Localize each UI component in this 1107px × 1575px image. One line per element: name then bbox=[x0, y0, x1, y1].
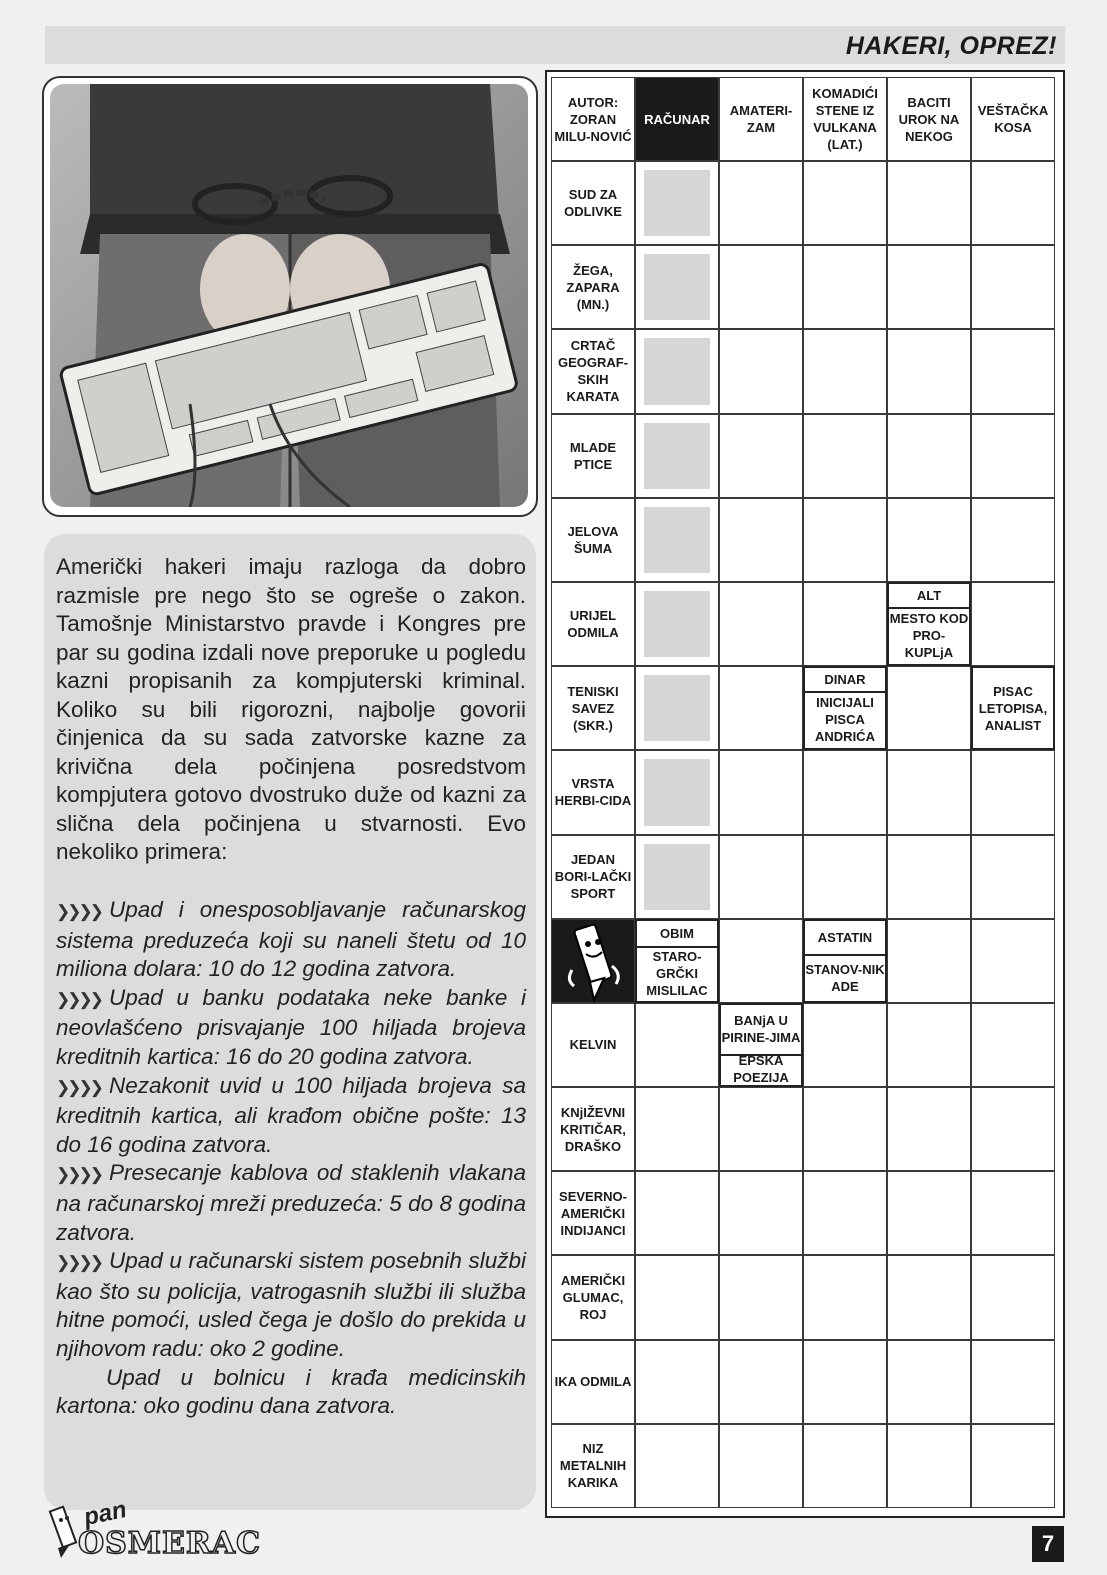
answer-cell[interactable] bbox=[887, 329, 971, 413]
row-clue: ŽEGA, ZAPARA (MN.) bbox=[551, 245, 635, 329]
answer-cell[interactable] bbox=[887, 161, 971, 245]
answer-cell[interactable] bbox=[887, 1340, 971, 1424]
article-intro: Američki hakeri imaju razloga da dobro razmisle pre nego što se ogreše o zakon. Tamošnje Ministarstvo pravde i Kongres pre par su godina izdali nove preporuke u pogledu kazni propisanih za kompjuterski kriminal. Koliko su bili rigorozni, najbolje govorii činjenica da su sada zatvorske kazne za krivična dela počinjena posredstvom kompjutera gotovo dvostruko duže od kazni za slična dela počinjena u stvarnosti. Evo nekoliko primera: bbox=[56, 554, 526, 864]
row-clue: KNjIŽEVNI KRITIČAR, DRAŠKO bbox=[551, 1087, 635, 1171]
shaded-square bbox=[644, 507, 710, 573]
answer-cell[interactable] bbox=[803, 161, 887, 245]
answer-cell[interactable] bbox=[887, 245, 971, 329]
answer-cell[interactable] bbox=[887, 1171, 971, 1255]
answer-cell[interactable] bbox=[803, 835, 887, 919]
page-title: HAKERI, OPREZ! bbox=[845, 32, 1057, 60]
illustration-frame bbox=[42, 76, 538, 517]
answer-cell[interactable] bbox=[635, 1003, 719, 1087]
answer-cell[interactable] bbox=[803, 245, 887, 329]
answer-cell[interactable] bbox=[635, 1087, 719, 1171]
answer-cell[interactable] bbox=[887, 498, 971, 582]
answer-cell[interactable] bbox=[719, 582, 803, 666]
example-item: ❯❯❯❯ Upad u banku podataka neke banke i neovlašćeno prisvajanje 100 hiljada brojeva kreditnih kartica: 16 do 20 godina zatvora. bbox=[56, 984, 526, 1069]
clue-komadici: KOMADIĆI STENE IZ VULKANA (LAT.) bbox=[803, 77, 887, 161]
answer-cell[interactable] bbox=[719, 1424, 803, 1508]
clue-alt-mesto bbox=[887, 582, 971, 666]
answer-cell[interactable] bbox=[635, 329, 719, 413]
answer-cell[interactable] bbox=[635, 161, 719, 245]
row-clue: MLADE PTICE bbox=[551, 414, 635, 498]
answer-cell[interactable] bbox=[887, 666, 971, 750]
answer-cell[interactable] bbox=[635, 835, 719, 919]
example-item: ❯❯❯❯ Presecanje kablova od staklenih vlakana na računarskoj mreži preduzeća: 5 do 8 godina zatvora. bbox=[56, 1160, 526, 1245]
clue-obim-starogrcki bbox=[635, 919, 719, 1003]
answer-cell[interactable] bbox=[635, 1340, 719, 1424]
answer-cell[interactable] bbox=[719, 414, 803, 498]
row-clue: URIJEL ODMILA bbox=[551, 582, 635, 666]
answer-cell[interactable] bbox=[803, 1003, 887, 1087]
row-clue: VRSTA HERBI-CIDA bbox=[551, 750, 635, 834]
answer-cell[interactable] bbox=[635, 666, 719, 750]
answer-cell[interactable] bbox=[971, 919, 1055, 1003]
answer-cell[interactable] bbox=[887, 1003, 971, 1087]
answer-cell[interactable] bbox=[971, 245, 1055, 329]
clue-banja-epska-top: BANjA U PIRINE-JIMA bbox=[721, 1005, 801, 1056]
clue-banja-epska-bottom: EPSKA POEZIJA bbox=[733, 1053, 789, 1086]
answer-cell[interactable] bbox=[887, 1255, 971, 1339]
row-clue: NIZ METALNIH KARIKA bbox=[551, 1424, 635, 1508]
answer-cell[interactable] bbox=[971, 750, 1055, 834]
clue-pisac-letopisa-text: PISAC LETOPISA, ANALIST bbox=[978, 683, 1048, 733]
answer-cell[interactable] bbox=[887, 750, 971, 834]
answer-cell[interactable] bbox=[635, 498, 719, 582]
clue-dinar-inicijali-bottom: INICIJALI PISCA ANDRIĆA bbox=[815, 695, 875, 745]
answer-cell[interactable] bbox=[803, 1255, 887, 1339]
row-clue: SUD ZA ODLIVKE bbox=[551, 161, 635, 245]
chevron-icon: ❯❯❯❯ bbox=[56, 902, 101, 921]
answer-cell[interactable] bbox=[803, 1340, 887, 1424]
answer-cell[interactable] bbox=[719, 498, 803, 582]
answer-cell[interactable] bbox=[719, 666, 803, 750]
row-clue: JEDAN BORI-LAČKI SPORT bbox=[551, 835, 635, 919]
row-clue: CRTAČ GEOGRAF-SKIH KARATA bbox=[551, 329, 635, 413]
answer-cell[interactable] bbox=[971, 414, 1055, 498]
row-clue: KELVIN bbox=[551, 1003, 635, 1087]
answer-cell[interactable] bbox=[971, 498, 1055, 582]
osmerac-logo bbox=[44, 1495, 284, 1564]
answer-cell[interactable] bbox=[719, 835, 803, 919]
answer-cell[interactable] bbox=[971, 582, 1055, 666]
answer-cell[interactable] bbox=[719, 1340, 803, 1424]
clue-banja-epska bbox=[719, 1003, 803, 1087]
example-item: Upad u bolnicu i krađa medicinskih kartona: oko godinu dana zatvora. bbox=[56, 1364, 526, 1419]
answer-cell[interactable] bbox=[803, 582, 887, 666]
answer-cell[interactable] bbox=[635, 750, 719, 834]
answer-cell[interactable] bbox=[803, 329, 887, 413]
answer-cell[interactable] bbox=[635, 1171, 719, 1255]
answer-cell[interactable] bbox=[971, 835, 1055, 919]
clue-obim-starogrcki-top: OBIM bbox=[637, 921, 717, 948]
answer-cell[interactable] bbox=[719, 329, 803, 413]
shaded-square bbox=[644, 759, 710, 825]
shaded-square bbox=[644, 591, 710, 657]
answer-cell[interactable] bbox=[803, 414, 887, 498]
clue-vestacka-kosa: VEŠTAČKA KOSA bbox=[971, 77, 1055, 161]
answer-cell[interactable] bbox=[719, 919, 803, 1003]
crossword-grid bbox=[551, 77, 1055, 1508]
shaded-square bbox=[644, 675, 710, 741]
answer-cell[interactable] bbox=[887, 835, 971, 919]
handcuffed-hacker-keyboard-illustration bbox=[50, 84, 528, 507]
answer-cell[interactable] bbox=[719, 161, 803, 245]
answer-cell[interactable] bbox=[719, 750, 803, 834]
answer-cell[interactable] bbox=[635, 245, 719, 329]
pencil-mascot-cell bbox=[551, 919, 635, 1003]
example-item: ❯❯❯❯ Upad u računarski sistem posebnih službi kao što su policija, vatrogasnih službi ili služba hitne pomoći, usled čega je došlo do prekida u njihovom radu: oko 2 godine. bbox=[56, 1248, 526, 1361]
clue-dinar-inicijali bbox=[803, 666, 887, 750]
shaded-square bbox=[644, 844, 710, 910]
examples-list bbox=[56, 896, 526, 1421]
shaded-square bbox=[644, 170, 710, 236]
row-clue: IKA ODMILA bbox=[551, 1340, 635, 1424]
clue-racunar: RAČUNAR bbox=[635, 77, 719, 161]
answer-cell[interactable] bbox=[803, 1424, 887, 1508]
answer-cell[interactable] bbox=[719, 1171, 803, 1255]
page-number: 7 bbox=[1032, 1526, 1064, 1562]
shaded-square bbox=[644, 254, 710, 320]
clue-alt-mesto-top: ALT bbox=[889, 584, 969, 609]
clue-astatin-stanovnik bbox=[803, 919, 887, 1003]
answer-cell[interactable] bbox=[971, 1255, 1055, 1339]
answer-cell[interactable] bbox=[803, 750, 887, 834]
clue-dinar-inicijali-top: DINAR bbox=[805, 668, 885, 693]
row-clue: JELOVA ŠUMA bbox=[551, 498, 635, 582]
answer-cell[interactable] bbox=[971, 161, 1055, 245]
clue-obim-starogrcki-bottom: STARO-GRČKI MISLILAC bbox=[646, 948, 708, 998]
shaded-square bbox=[644, 338, 710, 404]
example-item: ❯❯❯❯ Upad i onesposobljavanje računarskog sistema preduzeća koji su naneli štetu od 10 miliona dolara: 10 do 12 godina zatvora. bbox=[56, 897, 526, 982]
answer-cell[interactable] bbox=[887, 1424, 971, 1508]
answer-cell[interactable] bbox=[971, 1424, 1055, 1508]
shaded-square bbox=[644, 423, 710, 489]
answer-cell[interactable] bbox=[719, 1087, 803, 1171]
answer-cell[interactable] bbox=[803, 1171, 887, 1255]
answer-cell[interactable] bbox=[971, 329, 1055, 413]
answer-cell[interactable] bbox=[635, 1255, 719, 1339]
answer-cell[interactable] bbox=[719, 1255, 803, 1339]
example-item: ❯❯❯❯ Nezakonit uvid u 100 hiljada brojeva sa kreditnih kartica, ali krađom obične pošte: 13 do 16 godina zatvora. bbox=[56, 1072, 526, 1157]
clue-baciti-urok: BACITI UROK NA NEKOG bbox=[887, 77, 971, 161]
answer-cell[interactable] bbox=[803, 1087, 887, 1171]
row-clue: TENISKI SAVEZ (SKR.) bbox=[551, 666, 635, 750]
answer-cell[interactable] bbox=[971, 1340, 1055, 1424]
answer-cell[interactable] bbox=[971, 1171, 1055, 1255]
crossword-author: AUTOR: ZORAN MILU-NOVIĆ bbox=[551, 77, 635, 161]
answer-cell[interactable] bbox=[719, 245, 803, 329]
clue-alt-mesto-bottom: MESTO KOD PRO-KUPLjA bbox=[889, 610, 969, 660]
answer-cell[interactable] bbox=[971, 1087, 1055, 1171]
logo-pan: pan bbox=[81, 1495, 129, 1532]
answer-cell[interactable] bbox=[803, 498, 887, 582]
clue-astatin-stanovnik-bottom: STANOV-NIK ADE bbox=[805, 961, 885, 994]
pencil-mascot-icon bbox=[552, 920, 636, 1004]
logo-name: OSMERAC bbox=[78, 1526, 261, 1561]
clue-pisac-letopisa bbox=[971, 666, 1055, 750]
clue-astatin-stanovnik-top: ASTATIN bbox=[805, 921, 885, 957]
answer-cell[interactable] bbox=[887, 414, 971, 498]
row-clue: AMERIČKI GLUMAC, ROJ bbox=[551, 1255, 635, 1339]
answer-cell[interactable] bbox=[635, 414, 719, 498]
row-clue: SEVERNO-AMERIČKI INDIJANCI bbox=[551, 1171, 635, 1255]
answer-cell[interactable] bbox=[635, 582, 719, 666]
answer-cell[interactable] bbox=[635, 1424, 719, 1508]
answer-cell[interactable] bbox=[887, 1087, 971, 1171]
clue-amaterizam: AMATERI-ZAM bbox=[719, 77, 803, 161]
chevron-icon: ❯❯❯❯ bbox=[56, 1253, 101, 1273]
answer-cell[interactable] bbox=[971, 1003, 1055, 1087]
chevron-icon: ❯❯❯❯ bbox=[56, 989, 101, 1009]
answer-cell[interactable] bbox=[887, 919, 971, 1003]
chevron-icon: ❯❯❯❯ bbox=[56, 1077, 101, 1097]
chevron-icon: ❯❯❯❯ bbox=[56, 1165, 101, 1185]
